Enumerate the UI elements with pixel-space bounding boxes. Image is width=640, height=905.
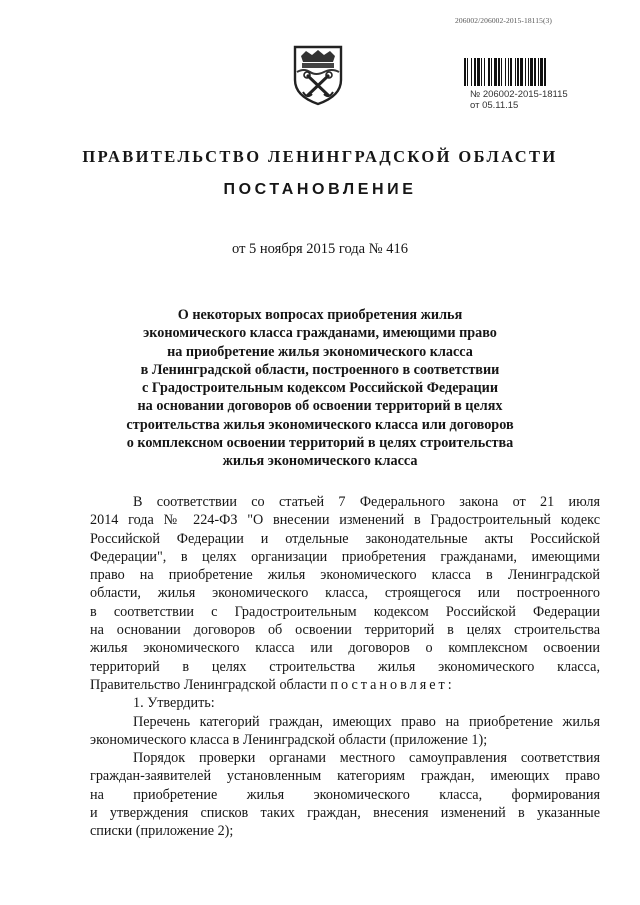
subject-line: О некоторых вопросах приобретения жилья [177,307,463,323]
preamble-line: на основании договоров об освоении территорий в целях строительства [90,622,600,639]
subject-line: строительства жилья экономического класса или договоров [126,416,514,433]
barcode [463,58,611,86]
item-1b-line: списки (приложение 2); [90,823,234,840]
preamble-line: в соответствии с Градостроительным кодексом Российской Федерации [90,603,600,620]
preamble-line: области, жилья экономического класса, строящегося или построенного [90,585,600,602]
subject-line: с Градостроительным кодексом Российской Федерации [141,380,499,397]
preamble-government: Правительство Ленинградской области [90,676,327,693]
preamble-closing-line [90,676,600,694]
item-1a-line: Перечень категорий граждан, имеющих право на приобретение жилья [133,713,600,730]
preamble-decree-word: постановляет: [330,676,455,693]
preamble-line: Российской Федерации и отдельные законодательные акты Российской [90,530,600,547]
item-1b-line: граждан-заявителей установленным категориям граждан, имеющих право [90,768,600,785]
subject-line: в Ленинградской области, построенного в соответствии [140,361,500,378]
item-1a-line: экономического класса в Ленинградской области (приложение 1); [90,731,488,748]
document-reference-code: 206002/206002-2015-18115(3) [455,16,552,25]
document-type-heading: ПОСТАНОВЛЕНИЕ [223,181,417,198]
government-title: ПРАВИТЕЛЬСТВО ЛЕНИНГРАДСКОЙ ОБЛАСТИ [82,147,558,166]
subject-line: на приобретение жилья экономического класса [167,343,473,360]
item-1b-line: Порядок проверки органами местного самоуправления соответствия [133,750,600,767]
registration-date: от 05.11.15 [470,100,519,111]
resolution-subject [100,306,540,471]
item-1b-line: на приобретение жилья экономического класса, формирования [90,786,600,803]
preamble-line: Федерации", в целях организации приобретения гражданами, имеющими [90,548,600,565]
registration-number: № 206002-2015-18115 [470,89,568,100]
item-1b-line: и утверждения списков таких граждан, внесения изменений в указанные [90,805,600,822]
preamble-line: жилья экономического класса или договоров о комплексном освоении [90,640,600,657]
preamble-line: право на приобретение жилья экономического класса в Ленинградской [90,567,600,584]
item-1-heading: 1. Утвердить: [133,695,215,712]
preamble-line: 2014 года № 224-ФЗ "О внесении изменений в Градостроительный кодекс [90,512,600,529]
document-date-number: от 5 ноября 2015 года № 416 [232,241,408,257]
subject-line: на основании договоров об освоении территорий в целях [137,398,503,415]
preamble-line: территорий в целях строительства жилья экономического класса, [90,658,600,675]
leningrad-oblast-coat-of-arms-icon [292,44,344,106]
preamble-line: В соответствии со статьей 7 Федерального закона от 21 июля [133,494,600,510]
subject-line: экономического класса гражданами, имеющими право [143,325,497,342]
subject-line: о комплексном освоении территорий в целях строительства [126,435,514,452]
resolution-body [90,493,600,841]
subject-line: жилья экономического класса [222,453,418,470]
